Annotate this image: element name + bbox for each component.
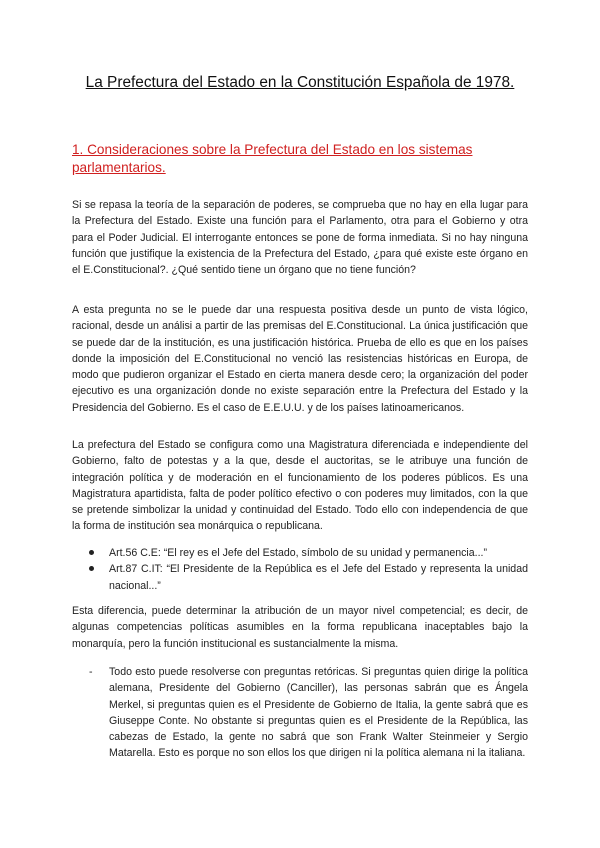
section-heading: 1. Consideraciones sobre la Prefectura del Estado en los sistemas parlamentarios. xyxy=(72,142,473,175)
dash-marker: - xyxy=(89,666,93,678)
list-item xyxy=(72,545,528,561)
paragraph-historical-justification: A esta pregunta no se le puede dar una respuesta positiva desde un punto de vista lógico, racional, desde un análisi a partir de las premisas del E.Constitucional. La única justificación que se puede dar de la institución, es una justificación histórica. Prueba de ello es que en los países donde la imposición del E.Constitucional no venció las resistencias históricas en Europa, de modo que pudieron organizar el Estado en cierta manera desde cero; la organización del poder ejecutivo es una organización donde no existe separación entre la Prefectura del Estado y la Presidencia del Gobierno. Es el caso de E.E.U.U. y de los países latinoamericanos. xyxy=(72,304,528,414)
paragraph-separation-of-powers: Si se repasa la teoría de la separación de poderes, se comprueba que no hay en ella lugar para la Prefectura del Estado. Existe una función para el Parlamento, otra para el Gobierno y otra para el Poder Judicial. El interrogante entonces se pone de forma inmediata. Si no hay ninguna función que justifique la existencia de la Prefectura del Estado, ¿para qué existe este órgano en el E.Constitucional?. ¿Qué sentido tiene un órgano que no tiene función? xyxy=(72,199,528,277)
rhetorical-questions-list xyxy=(72,664,528,762)
bullet-dot-icon xyxy=(89,566,94,571)
list-item-text: Art.87 C.IT: “El Presidente de la República es el Jefe del Estado y representa la unidad nacional...” xyxy=(109,563,528,592)
document-title: La Prefectura del Estado en la Constitución Española de 1978. xyxy=(85,74,515,91)
constitution-articles-list xyxy=(72,545,528,594)
bullet-dot-icon xyxy=(89,550,94,555)
paragraph-competences: Esta diferencia, puede determinar la atribución de un mayor nivel competencial; es decir, de algunas competencias políticas asumibles en la forma republicana inaceptables bajo la monarquía, pero la función institucional es sustancialmente la misma. xyxy=(72,605,528,650)
list-item-text: Art.56 C.E: “El rey es el Jefe del Estado, símbolo de su unidad y permanencia...” xyxy=(109,547,488,559)
list-item-text: Todo esto puede resolverse con preguntas retóricas. Si preguntas quien dirige la política alemana, Presidente del Gobierno (Canciller), las personas sabrán que es Ángela Merkel, si preguntas quien es el Presidente de Gobierno de Italia, la gente sabrá que es Giuseppe Conte. No obstante si preguntas quien es el Presidente de la República, las cabezas de Estado, la gente no sabrá que son Frank Walter Steinmeier y Sergio Matarella. Esto es porque no son ellos los que dirigen ni la política alemana ni la italiana. xyxy=(109,666,528,760)
list-item xyxy=(72,664,528,762)
list-item xyxy=(72,561,528,594)
paragraph-magistratura: La prefectura del Estado se configura como una Magistratura diferenciada e independiente del Gobierno, falto de potestas y a la que, desde el auctoritas, se le atribuye una función de integración política y de moderación en el funcionamiento de los poderes públicos. Es una Magistratura apartidista, falta de poder político efectivo o con poderes muy limitados, con la que se pretende simbolizar la unidad y continuidad del Estado. Todo ello con independencia de que la forma de institución sea monárquica o republicana. xyxy=(72,439,528,533)
